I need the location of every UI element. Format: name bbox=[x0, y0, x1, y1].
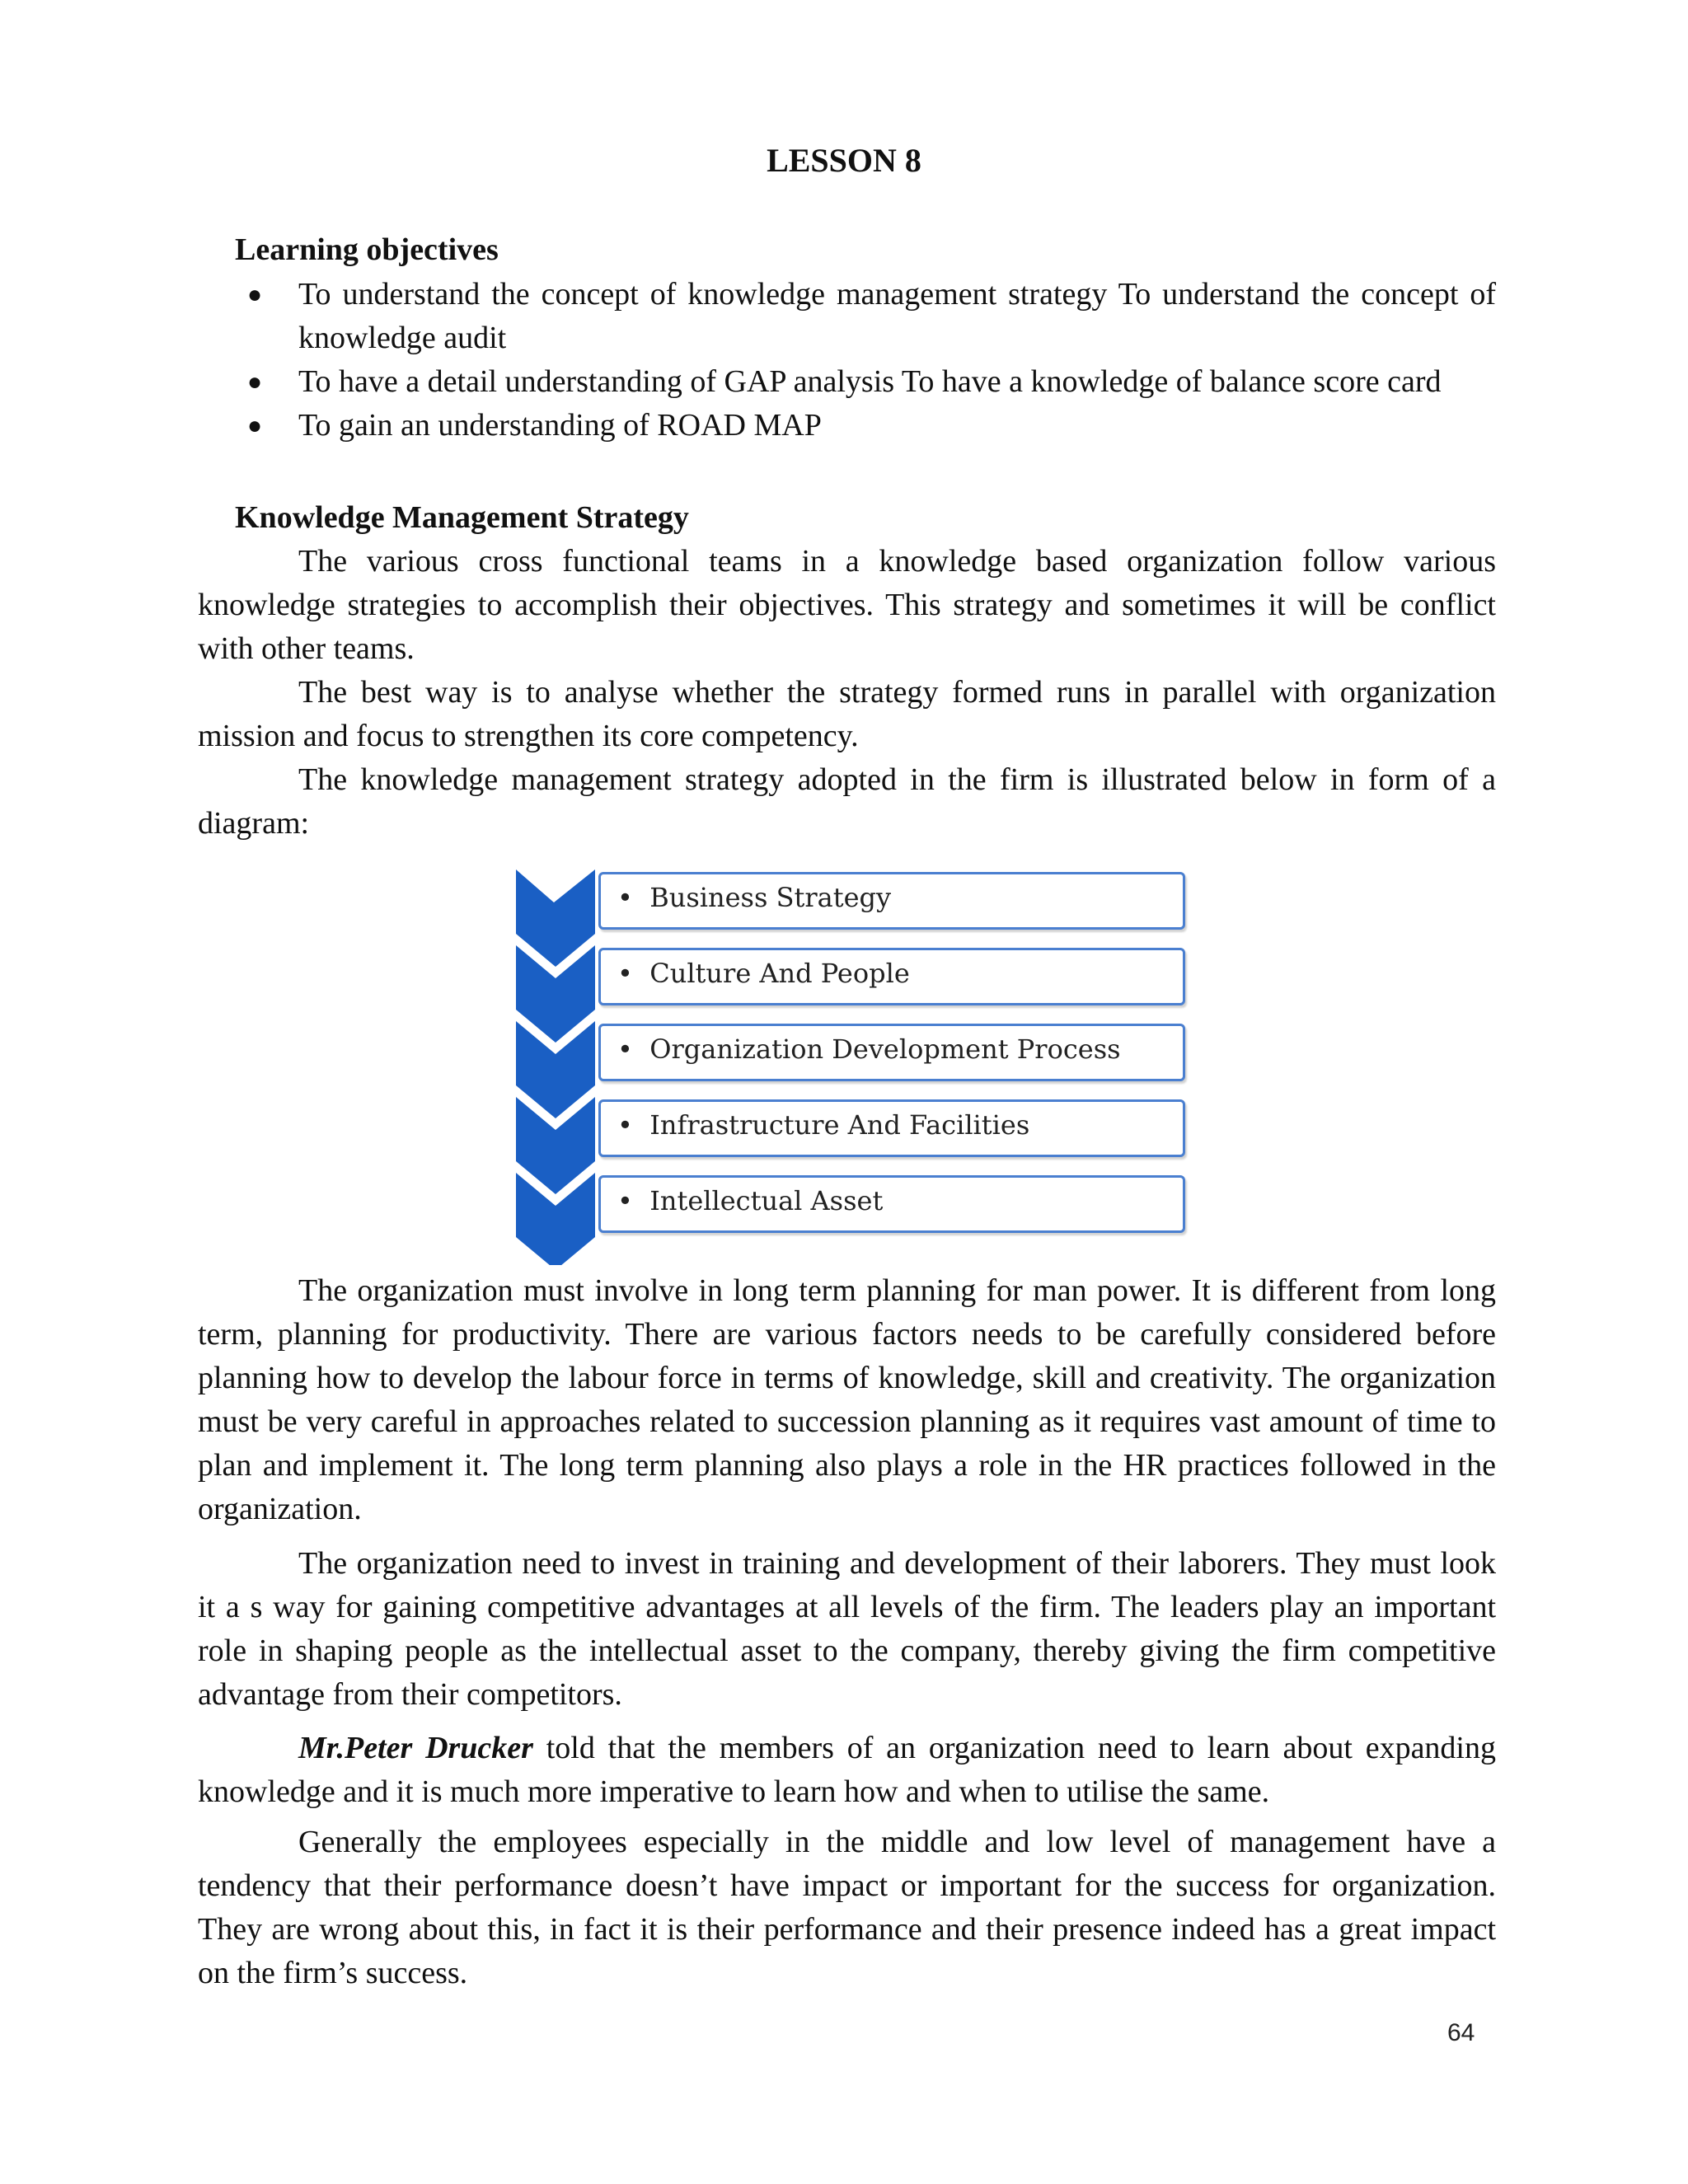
diagram-step-box bbox=[598, 872, 1185, 930]
paragraph-body-1: The organization must involve in long term planning for man power. It is different from long term, planning for productivity. There are various factors needs to be carefully considered before planning how to develop the labour force in terms of knowledge, skill and creativity. The organization must be very careful in approaches related to succession planning as it requires vast amount of time to plan and implement it. The long term planning also plays a role in the HR practices followed in the organization. bbox=[198, 1273, 1496, 1526]
paragraph-body-4: Generally the employees especially in the middle and low level of management have a tendency that their performance doesn’t have impact or important for the success for organization. They are wrong about this, in fact it is their performance and their presence indeed has a great impact on the firm’s success. bbox=[198, 1825, 1496, 1990]
learning-objectives-heading: Learning objectives bbox=[235, 232, 499, 267]
kms-diagram bbox=[514, 869, 1190, 1265]
diagram-step-label: • Culture And People bbox=[617, 958, 910, 989]
person-name: Mr.Peter Drucker bbox=[298, 1731, 533, 1765]
page-number: 64 bbox=[1447, 2019, 1475, 2046]
lesson-title: LESSON 8 bbox=[767, 142, 921, 179]
diagram-step-label: • Infrastructure And Facilities bbox=[617, 1109, 1030, 1141]
diagram-step-label: • Organization Development Process bbox=[617, 1033, 1121, 1065]
bullet-icon: ● bbox=[247, 281, 263, 308]
diagram-step-box bbox=[598, 948, 1185, 1005]
paragraph-kms-3: The knowledge management strategy adopted in the firm is illustrated below in form of a diagram: bbox=[198, 762, 1496, 841]
learning-objectives-list bbox=[247, 273, 1496, 448]
diagram-step-label: • Intellectual Asset bbox=[617, 1185, 884, 1216]
section-heading: Knowledge Management Strategy bbox=[235, 500, 689, 535]
paragraph-body-3: Mr.Peter Drucker told that the members of an organization need to learn about expanding knowledge and it is much more imperative to learn how and when to utilise the same. bbox=[198, 1731, 1496, 1809]
objective-item: ● To have a detail understanding of GAP analysis To have a knowledge of balance score card bbox=[247, 360, 1496, 404]
chevron-icon bbox=[516, 869, 595, 967]
objective-item: ● To understand the concept of knowledge management strategy To understand the concept of knowledge audit bbox=[247, 273, 1496, 360]
diagram-step-box bbox=[598, 1024, 1185, 1081]
diagram-step-box bbox=[598, 1175, 1185, 1233]
paragraph-kms-1: The various cross functional teams in a knowledge based organization follow various knowledge strategies to accomplish their objectives. This strategy and sometimes it will be conflict with other teams. bbox=[198, 544, 1496, 666]
objective-item: ● To gain an understanding of ROAD MAP bbox=[247, 404, 1496, 448]
paragraph-kms-2: The best way is to analyse whether the strategy formed runs in parallel with organization mission and focus to strengthen its core competency. bbox=[198, 675, 1496, 753]
bullet-icon: ● bbox=[247, 368, 263, 396]
diagram-step-box bbox=[598, 1099, 1185, 1157]
paragraph-body-2: The organization need to invest in training and development of their laborers. They must look it a s way for gaining competitive advantages at all levels of the firm. The leaders play an important role in shaping people as the intellectual asset to the company, thereby giving the firm competitive advantage from their competitors. bbox=[198, 1546, 1496, 1712]
bullet-icon: ● bbox=[247, 412, 263, 439]
diagram-step-label: • Business Strategy bbox=[617, 882, 892, 913]
